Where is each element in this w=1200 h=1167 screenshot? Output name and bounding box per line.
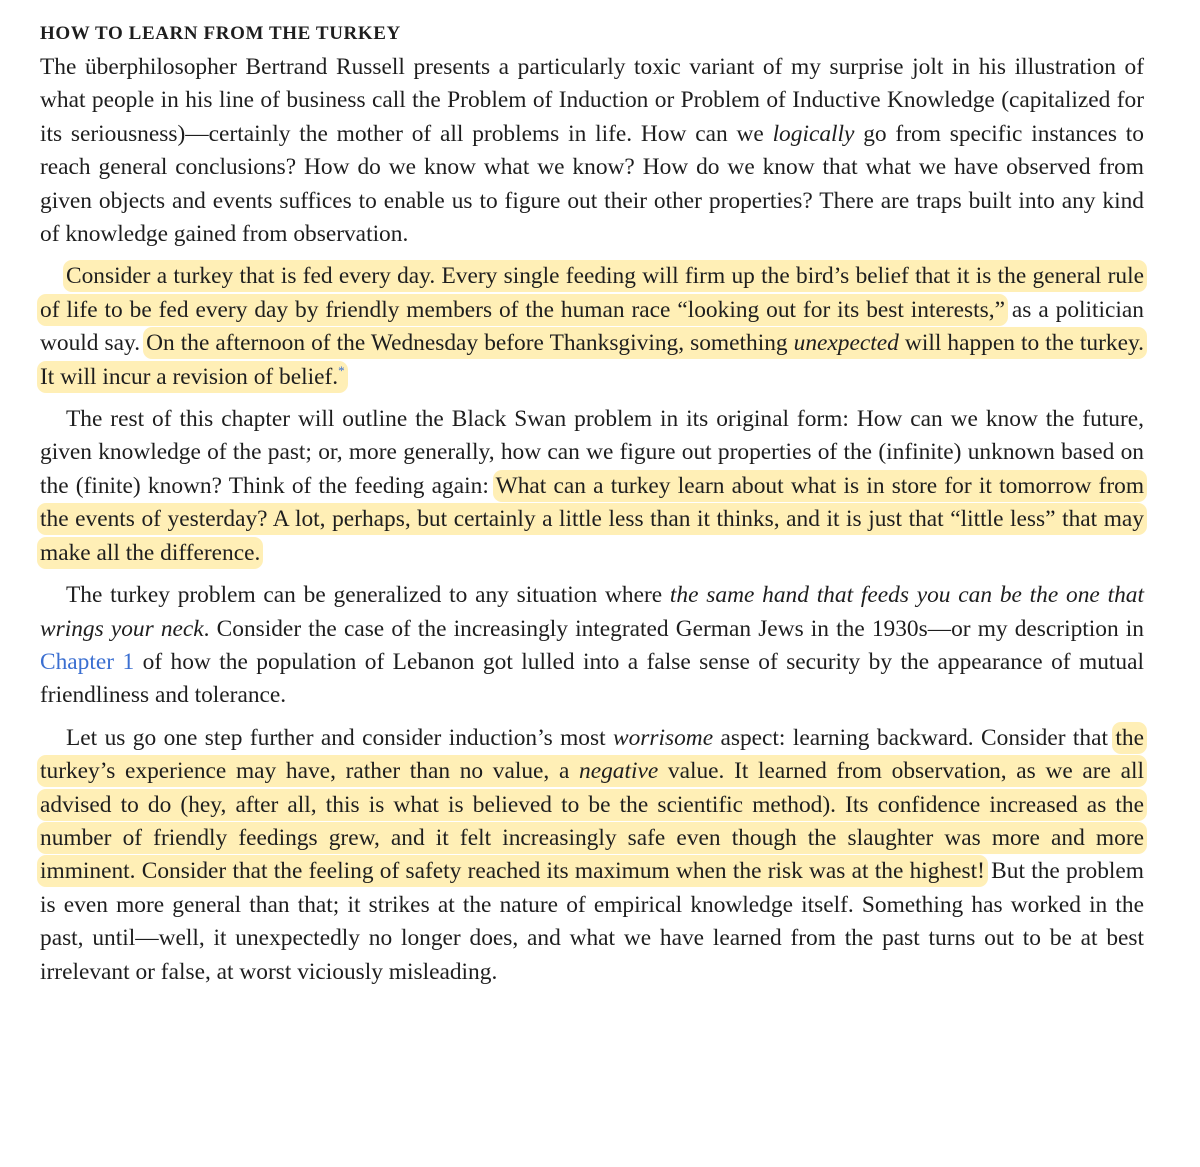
italic-run: the same hand that feeds you can be the one that wrings your neck (40, 582, 1144, 642)
book-page (40, 22, 1144, 998)
text-run: as a politician would say. (40, 296, 1144, 357)
text-run: the turkey’s experience may have, rather than no value, a (40, 724, 1144, 785)
text-run: But the problem is even more general than that; it strikes at the nature of empirical knowledge itself. Something has worked in the past, until—well, it unexpectedly no longer does, and what we have learned from the past turns out to be at best irrelevant or false, at worst viciously misleading. (40, 858, 1144, 985)
text-run: . Consider the case of the increasingly integrated German Jews in the 1930s—or my description in (203, 615, 1144, 642)
text-run: aspect: learning backward. Consider that (713, 724, 1116, 751)
italic-run: negative (579, 758, 659, 785)
section-heading: HOW TO LEARN FROM THE TURKEY (40, 23, 401, 44)
paragraph-learning-backward (40, 722, 1144, 989)
text-run: The rest of this chapter will outline the Black Swan problem in its original form: How can we know the future, given knowledge of the past; or, more generally, how can we figure out properties of the (infinite) unknown based on the (finite) known? Think of the feeding again: (40, 406, 1144, 499)
text-run: The überphilosopher Bertrand Russell presents a particularly toxic variant of my surprise jolt in his illustration of what people in his line of business call the Problem of Induction or Problem of Inductive Knowledge (capitalized for its seriousness)—certainly the mother of all problems in life. How can we (40, 54, 1144, 147)
paragraph-turkey (40, 260, 1144, 394)
text-run: value. It learned from observation, as we are all advised to do (hey, after all, this is what is believed to be the scientific method). Its confidence increased as the number of friendly feedings grew, and it felt increasingly safe even though the slaughter was more and more imminent. Consider that the feeling of safety reached its maximum when the risk was at the highest! (40, 758, 1144, 885)
italic-run: logically (772, 120, 855, 147)
paragraph-black-swan (40, 403, 1144, 570)
italic-run: worrisome (613, 724, 714, 751)
text-run: of how the population of Lebanon got lulled into a false sense of security by the appearance of mutual friendliness and tolerance. (40, 648, 1144, 709)
paragraph-russell (40, 51, 1144, 251)
highlight (40, 330, 1144, 389)
paragraph-generalized (40, 579, 1144, 713)
text-run: On the afternoon of the Wednesday before Thanksgiving, something (146, 330, 794, 357)
highlight: Consider a turkey that is fed every day. Every single feeding will firm up the bird’s belief that it is the general rule of life to be fed every day by friendly members of the human race “looking out for its best interests,” (40, 263, 1144, 323)
text-run: The turkey problem can be generalized to any situation where (66, 582, 670, 609)
chapter-1-link[interactable]: Chapter 1 (40, 648, 135, 675)
highlight: What can a turkey learn about what is in store for it tomorrow from the events of yesterday? A lot, perhaps, but certainly a little less than it thinks, and it is just that “little less” that may make all the difference. (40, 472, 1145, 566)
text-run: will happen to the turkey. It will incur a revision of belief. (40, 330, 1144, 390)
text-run: go from specific instances to reach general conclusions? How do we know what we know? How do we know that what we have observed from given objects and events suffices to enable us to figure out their other properties? There are traps built into any kind of knowledge gained from observation. (40, 120, 1144, 248)
text-run: Let us go one step further and consider induction’s most (66, 724, 613, 751)
footnote-marker[interactable]: * (338, 362, 345, 378)
italic-run: unexpected (793, 330, 899, 357)
